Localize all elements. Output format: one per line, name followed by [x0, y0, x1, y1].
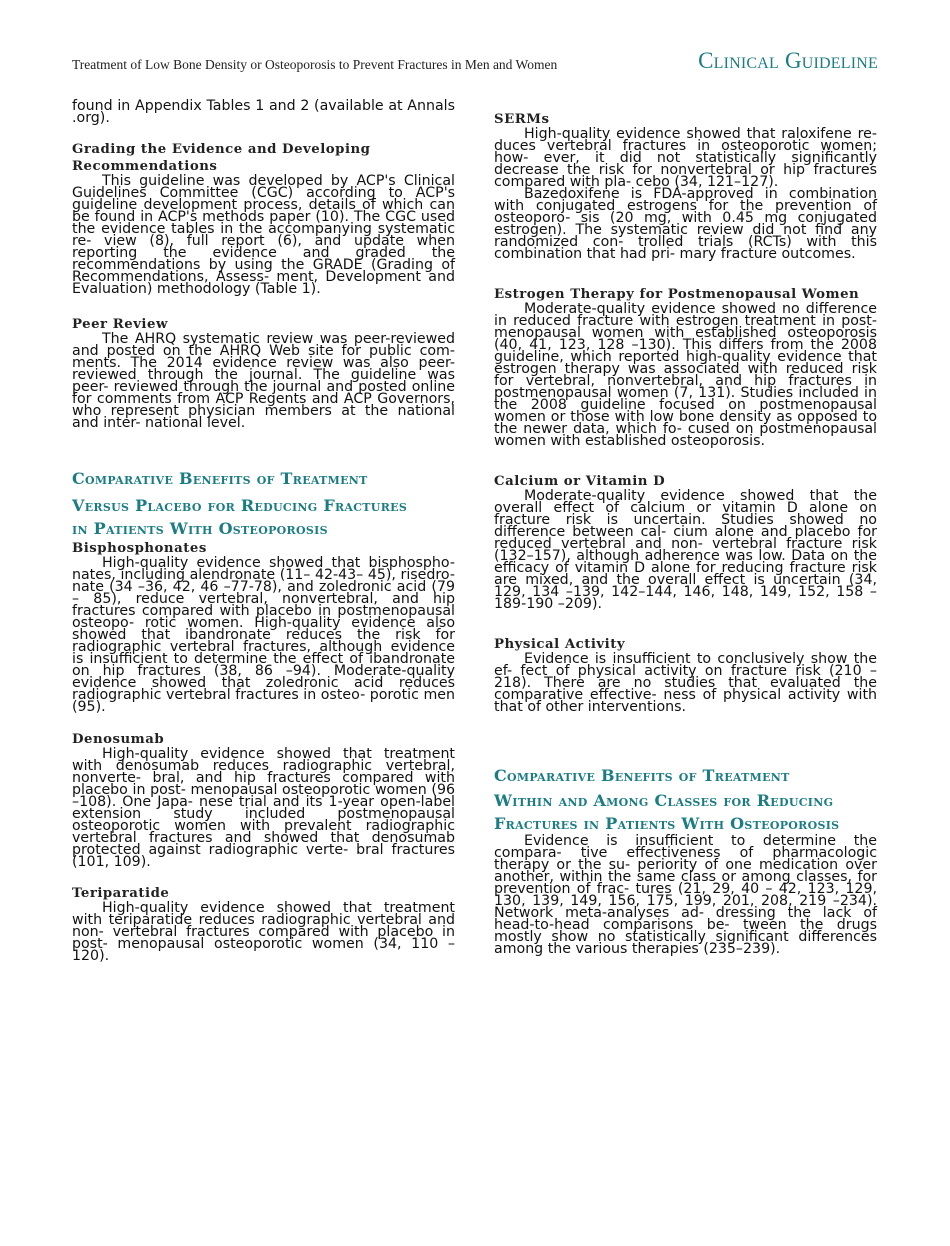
comparative-heading-line-1: Comparative Benefits of Treatment	[494, 766, 790, 785]
calcium-text: Moderate-quality evidence showed that the overall effect of calcium or vitamin D alone on fracture risk is uncertain. Studies showed no difference between cal- cium alone and placebo for reduced vertebral and non- vertebral fracture risk (132–157), although adherence was low. Data on the efficacy of vitamin D alone for reducing fracture risk are mixed, and the overall effect is uncertain (34, 129, 134 –139, 142–144, 146, 148, 149, 152, 158 –189-190 –209).	[494, 488, 877, 612]
serms-text-2: Bazedoxifene is FDA-approved in combination with conjugated estrogens for the prevention of osteoporo- sis (20 mg, with 0.45 mg conjugated estrogen). The systematic review did not find any randomized con- trolled trials (RCTs) with this combination that had pri- mary fracture outcomes.	[494, 186, 877, 262]
section-heading-line-2: Versus Placebo for Reducing Fractures	[72, 496, 408, 515]
peer-review-text: The AHRQ systematic review was peer-reviewed and posted on the AHRQ Web site for public com- ments. The 2014 evidence review was also peer- reviewed through the journal. The guideline was peer- reviewed through the journal and posted online for comments from ACP Regents and ACP Governors, who represent physician members at the national and inter- national level.	[72, 331, 455, 431]
teriparatide-text: High-quality evidence showed that treatment with teriparatide reduces radiographic vertebral and non- vertebral fractures compared with placebo in post- menopausal osteoporotic women (34, 110 –120).	[72, 900, 455, 964]
physical-activity-text: Evidence is insufficient to conclusively show the ef- fect of physical activity on fracture risk (210 –218). There are no studies that evaluated the comparative effective- ness of physical activity with that of other interventions.	[494, 651, 877, 715]
estrogen-heading: Estrogen Therapy for Postmenopausal Women	[494, 287, 860, 302]
right-column	[494, 111, 877, 955]
grading-heading: Grading the Evidence and Developing Recommendations	[72, 142, 371, 174]
peer-review-heading: Peer Review	[72, 317, 168, 332]
bisphosphonates-heading: Bisphosphonates	[72, 541, 207, 556]
bisphosphonates-text: High-quality evidence showed that bisphospho- nates, including alendronate (11– 42-43– 45), risedro- nate (34 –36, 42, 46 –77-78), and zoledronic acid (79 – 85), reduce vertebral, nonvertebral, and hip fractures compared with placebo in postmenopausal osteopo- rotic women. High-quality evidence also showed that ibandronate reduces the risk for radiographic vertebral fractures, although evidence is insufficient to determine the effect of ibandronate on hip fractures (38, 86 –94). Moderate-quality evidence showed that zoledronic acid reduces radiographic vertebral fractures in osteo- porotic men (95).	[72, 555, 455, 715]
serms-heading: SERMs	[494, 112, 550, 127]
comparative-text: Evidence is insufficient to determine the compara- tive effectiveness of pharmacologic therapy or the su- periority of one medication over another, within the same class or among classes, for prevention of frac- tures (21, 29, 40 – 42, 123, 129, 130, 139, 149, 156, 175, 199, 201, 208, 219 –234). Network meta-analyses ad- dressing the lack of head-to-head comparisons be- tween the drugs mostly show no statistically significant differences among the various therapies (235–239).	[494, 833, 877, 957]
estrogen-text: Moderate-quality evidence showed no difference in reduced fracture with estrogen treatment in post- menopausal women with established osteoporosis (40, 41, 123, 128 –130). This differs from the 2008 guideline, which reported high-quality evidence that estrogen therapy was associated with reduced risk for vertebral, nonvertebral, and hip fractures in postmenopausal women (7, 131). Studies included in the 2008 guideline focused on postmenopausal women or those with low bone density as opposed to the newer data, which fo- cused on postmenopausal women with established osteoporosis.	[494, 301, 877, 449]
denosumab-heading: Denosumab	[72, 732, 165, 747]
teriparatide-heading: Teriparatide	[72, 886, 170, 901]
grading-text: This guideline was developed by ACP's Clinical Guidelines Committee (CGC) according to ACP's guideline development process, details of which can be found in ACP's methods paper (10). The CGC used the evidence tables in the accompanying systematic re- view (8), full report (6), and update when reporting the evidence and graded the recommendations by using the GRADE (Grading of Recommendations, Assess- ment, Development and Evaluation) methodology (Table 1).	[72, 173, 455, 297]
serms-text-1: High-quality evidence showed that raloxifene re- duces vertebral fractures in osteoporotic women; how- ever, it did not statistically significantly decrease the risk for nonvertebral or hip fractures compared with pla- cebo (34, 121–127).	[494, 126, 877, 190]
calcium-heading: Calcium or Vitamin D	[494, 474, 666, 489]
section-heading-line-3: in Patients With Osteoporosis	[72, 519, 328, 538]
running-title: Treatment of Low Bone Density or Osteoporosis to Prevent Fractures in Men and Women	[72, 57, 558, 72]
guideline-label: Clinical Guideline	[698, 48, 878, 73]
left-column	[72, 100, 455, 962]
comparative-heading-line-3: Fractures in Patients With Osteoporosis	[494, 814, 840, 833]
denosumab-text: High-quality evidence showed that treatment with denosumab reduces radiographic vertebral, nonverte- bral, and hip fractures compared with placebo in post- menopausal osteoporotic women (96 –108). One Japa- nese trial and its 1-year open-label extension study included postmenopausal osteoporotic women with prevalent radiographic vertebral fractures and showed that denosumab protected against radiographic verte- bral fractures (101, 109).	[72, 746, 455, 870]
comparative-heading-line-2: Within and Among Classes for Reducing	[494, 791, 834, 810]
intro-continuation: found in Appendix Tables 1 and 2 (available at Annals .org).	[72, 98, 455, 126]
physical-activity-heading: Physical Activity	[494, 637, 626, 652]
section-heading-line-1: Comparative Benefits of Treatment	[72, 469, 368, 488]
